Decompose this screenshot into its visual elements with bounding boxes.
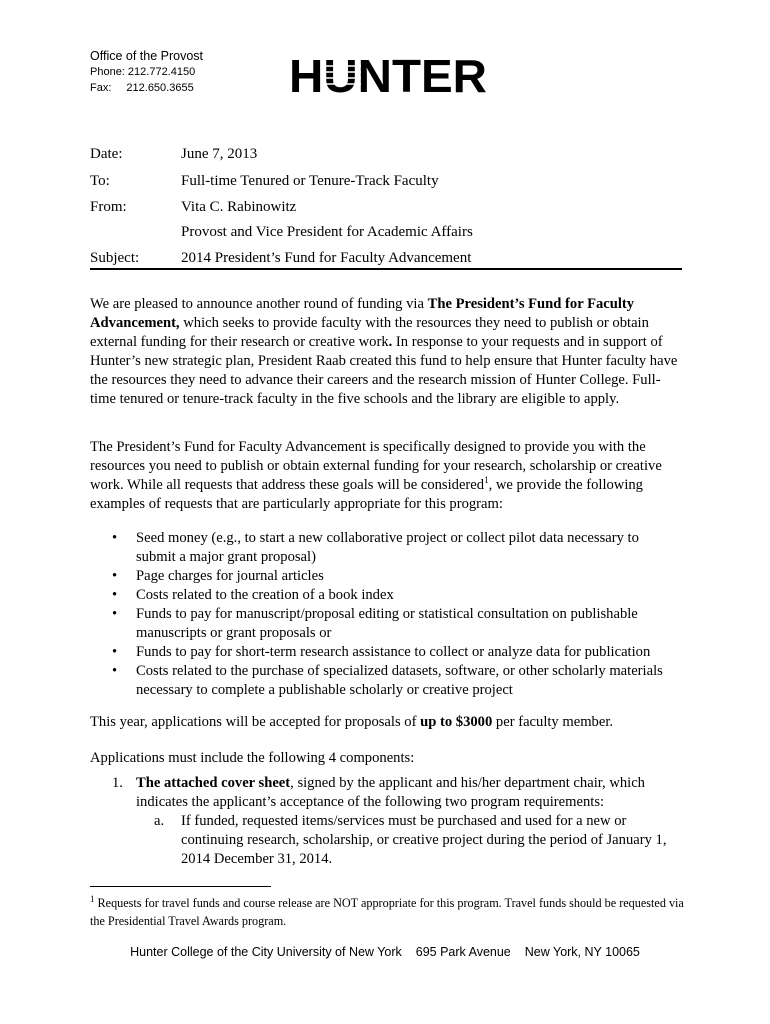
date-label: Date:: [90, 146, 123, 162]
list-item: [90, 643, 682, 662]
intro-period: .: [388, 334, 393, 350]
subject-label: Subject:: [90, 250, 140, 266]
bullet-icon: •: [112, 530, 118, 546]
list-item: [90, 662, 682, 700]
intro-paragraph: [90, 295, 682, 409]
amount-paragraph: [90, 713, 682, 732]
list-item: [90, 586, 682, 605]
components-intro: [90, 749, 682, 768]
date-value: June 7, 2013: [181, 146, 258, 162]
bullet-icon: •: [112, 587, 118, 603]
footnote: [90, 894, 686, 930]
list-item: [90, 529, 682, 567]
hunter-logo: [289, 52, 489, 98]
bullet-icon: •: [112, 568, 118, 584]
cover-sheet-bold: The attached cover sheet: [136, 775, 291, 791]
list-item-text: Costs related to the purchase of specialized datasets, software, or other scholarly materials necessary to complete a publishable scholarly or creative project: [136, 663, 663, 698]
design-text-b: , we provide the following examples of requests that are particularly appropriate for this program:: [90, 477, 643, 512]
subitem-text: If funded, requested items/services must be purchased and used for a new or continuing research, scholarship, or creative project during the period of January 1, 2014 December 31, 2014.: [181, 813, 667, 867]
design-text-a: The President’s Fund for Faculty Advancement is specifically designed to provide you with the resources you need to publish or obtain external funding for your research, scholarship or creative work. While all requests that address these goals will be considered: [90, 439, 662, 493]
header-divider: [90, 268, 682, 270]
fax-label: Fax:: [90, 82, 112, 94]
bullet-icon: •: [112, 644, 118, 660]
intro-text-a: We are pleased to announce another round of funding via: [90, 296, 428, 312]
component-text: , signed by the applicant and his/her department chair, which indicates the applicant’s acceptance of the following two program requirements:: [136, 775, 645, 810]
component-item: [90, 774, 682, 812]
components-list: [90, 774, 682, 869]
footer-city: New York, NY 10065: [524, 945, 640, 959]
footnote-ref: 1: [484, 475, 489, 486]
list-item-text: Funds to pay for manuscript/proposal editing or statistical consultation on publishable manuscripts or grant proposals or: [136, 606, 638, 641]
svg-text:HUNTER: HUNTER: [289, 52, 487, 98]
letterhead-contact: [90, 48, 203, 96]
subitem-letter: a.: [154, 813, 165, 829]
intro-text-c: which seeks to provide faculty with the resources they need to publish or obtain external funding for their research or creative work: [90, 315, 649, 350]
subject-value: 2014 President’s Fund for Faculty Advancement: [181, 250, 472, 266]
fax-number: 212.650.3655: [126, 82, 194, 94]
page-footer: [0, 945, 770, 959]
from-name: Vita C. Rabinowitz: [181, 199, 297, 215]
components-intro-text: Applications must include the following 4 components:: [90, 750, 415, 766]
design-paragraph: [90, 438, 682, 514]
examples-list: [90, 529, 682, 700]
list-item-text: Funds to pay for short-term research assistance to collect or analyze data for publication: [136, 644, 651, 660]
office-name: Office of the Provost: [90, 49, 204, 63]
component-number: 1.: [112, 775, 123, 791]
list-item-text: Page charges for journal articles: [136, 568, 324, 584]
to-value: Full-time Tenured or Tenure-Track Faculty: [181, 173, 439, 189]
amount-text-a: This year, applications will be accepted for proposals of: [90, 714, 421, 730]
bullet-icon: •: [112, 663, 118, 679]
from-label: From:: [90, 199, 127, 215]
footer-street: 695 Park Avenue: [415, 945, 511, 959]
fund-name-bold: The President’s Fund for Faculty Advancement,: [90, 296, 635, 331]
footer-institution: Hunter College of the City University of New York: [130, 945, 402, 959]
list-item-text: Seed money (e.g., to start a new collaborative project or collect pilot data necessary to submit a major grant proposal): [136, 530, 639, 565]
footnote-divider: [90, 886, 271, 887]
list-item: [90, 567, 682, 586]
fax-line: [90, 80, 203, 96]
footnote-mark: 1: [90, 893, 95, 904]
from-title: Provost and Vice President for Academic Affairs: [181, 224, 473, 240]
to-label: To:: [90, 173, 110, 189]
phone-line: Phone: 212.772.4150: [90, 66, 196, 78]
list-item-text: Costs related to the creation of a book index: [136, 587, 394, 603]
intro-text-e: In response to your requests and in support of Hunter’s new strategic plan, President Raab created this fund to help ensure that Hunter faculty have the resources they need to advance their careers and the research mission of Hunter College. Full-time tenured or tenure-track faculty in the five schools and the library are eligible to apply.: [90, 334, 678, 407]
list-item: [90, 605, 682, 643]
amount-text-c: per faculty member.: [492, 714, 614, 730]
footnote-text: Requests for travel funds and course release are NOT appropriate for this program. Travel funds should be requested via the Presidential Travel Awards program.: [90, 896, 684, 928]
amount-bold: up to $3000: [420, 714, 493, 730]
bullet-icon: •: [112, 606, 118, 622]
component-subitem: [90, 812, 682, 869]
